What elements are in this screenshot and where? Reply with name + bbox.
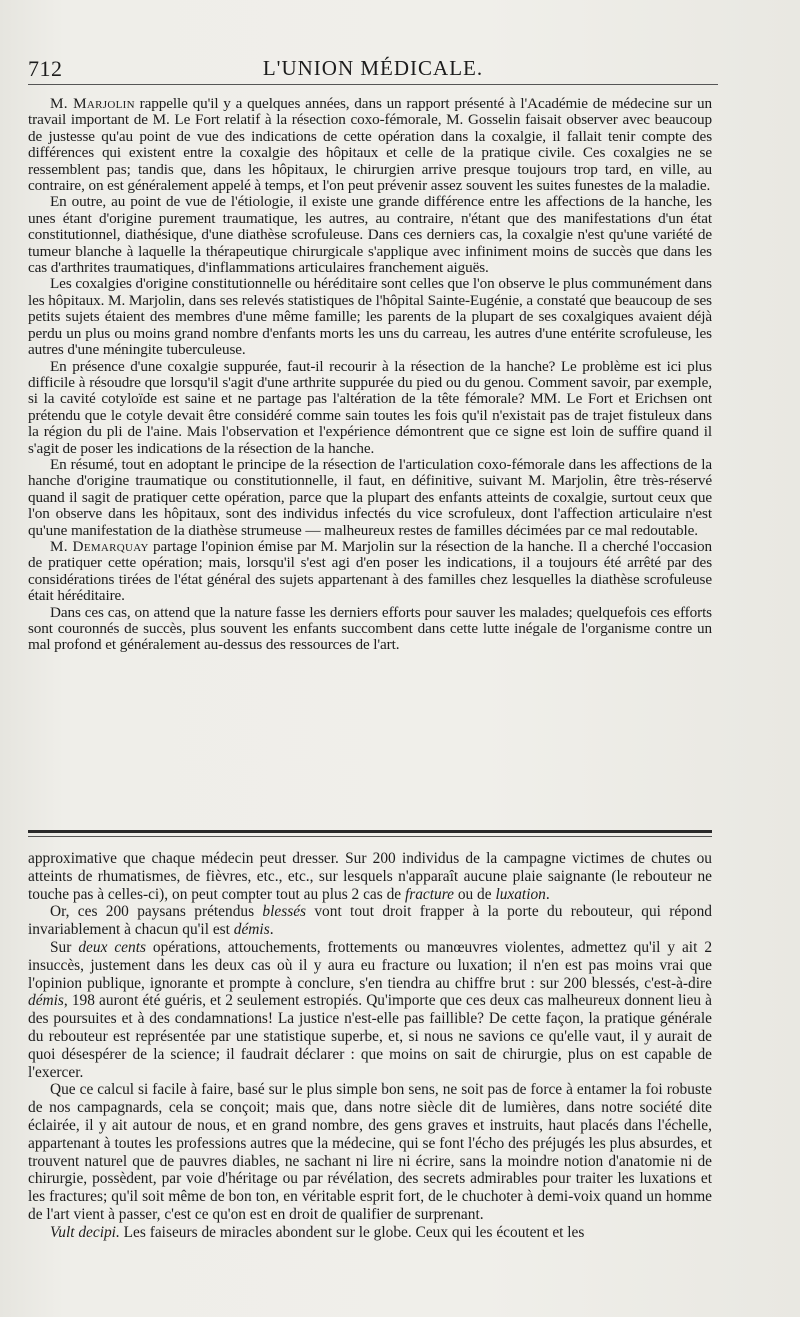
text-run: ou de [453,885,496,903]
section-separator [28,830,712,833]
paragraph: En présence d'une coxalgie suppurée, faut-il recourir à la résection de la hanche? Le problème est ici plus difficile à résoudre que lorsqu'il s'agit d'une arthrite suppurée du pied ou du genou. Comment savoir, par exemple, si la cavité cotyloïde est saine et ne partage pas l'altération de la tête fémorale? MM. Le Fort et Erichsen ont prétendu que le cotyle devait être considéré comme sain toutes les fois qu'il n'existait pas de trajet fistuleux dans la région du pli de l'aine. Mais l'observation et l'expérience démontrent que ce signe est loin de suffire quand il s'agit de poser les indications de la résection de la hanche. [28,357,712,457]
italic-term: démis [28,992,64,1010]
page-header [28,56,718,84]
paragraph: En résumé, tout en adoptant le principe de la résection de l'articulation coxo-fémorale dans les affections de la hanche d'origine traumatique ou constitutionnelle, il faut, en définitive, suivant M. Marjolin, être très-réservé quand il sagit de pratiquer cette opération, parce que la plupart des enfants atteints de coxalgie, surtout ceux que l'on observe dans les hôpitaux, sont des individus infectés du vice scrofuleux, dont l'affection articulaire n'est qu'une manifestation de la diathèse strumeuse — malheureux restes de familles décimées par ce mal redoutable. [28,455,712,539]
text-run: approximative que chaque médecin peut dresser. Sur 200 individus de la campagne victimes de chutes ou atteints de rhumatismes, de fièvres, etc., etc., sur lesquels n'apparaît aucune plaie saignante (le rebouteur ne touche pas à celles-ci), on peut compter tout au plus 2 cas de [28,850,712,903]
paragraph: Dans ces cas, on attend que la nature fasse les derniers efforts pour sauver les malades; quelquefois ces efforts sont couronnés de succès, plus souvent les enfants succombent dans cette lutte inégale de l'organisme contre un mal profond et généralement au-dessus des ressources de l'art. [28,603,712,654]
italic-term: fracture [404,885,454,903]
text-run: opérations, attouchements, frottements ou manœuvres violentes, admettez qu'il y ait 2 insuccès, justement dans les deux cas où il y aura eu fracture ou luxation; il n'en est pas moins vrai que l'opinion publique, ignorante et prompte à conclure, s'en tiendra au chiffre brut : sur 200 blessés, c'est-à-dire [28,938,713,992]
running-title: L'UNION MÉDICALE. [262,56,484,80]
italic-term: luxation [495,885,546,903]
text-run: vont tout droit frapper à la porte du rebouteur, qui répond invariablement à chacun qu'il est [28,903,712,939]
paragraph: Que ce calcul si facile à faire, basé sur le plus simple bon sens, ne soit pas de force à entamer la foi robuste de nos campagnards, cela se conçoit; mais que, dans notre siècle dit de lumières, dans notre société dite éclairée, il y ait autour de nous, et en grand nombre, des gens graves et instruits, haut placés dans l'échelle, appartenant à toutes les professions autres que la médecine, qui se font l'écho des préjugés les plus absurdes, et trouvent naturel que de pauvres diables, ne sachant ni lire ni écrire, sans la moindre notion d'anatomie ni de chirurgie, possèdent, par voie d'héritage ou par révélation, des secrets admirables pour traiter les luxations et les fractures; qu'il soit même de bon ton, en véritable esprit fort, de le chuchoter à demi-voix quand un homme de l'art vient à passer, c'est ce qu'on est en droit de qualifier de surprenant. [28,1081,712,1223]
paragraph [28,850,712,903]
paragraph: Les coxalgies d'origine constitutionnelle ou héréditaire sont celles que l'on observe le plus communément dans les hôpitaux. M. Marjolin, dans ses relevés statistiques de l'hôpital Sainte-Eugénie, a constaté que beaucoup de ses petits sujets étaient des membres d'une même famille; les parents de la plupart de ses coxalgiques avaient déjà perdu un plus ou moins grand nombre d'enfants morts les uns du carreau, les autres d'une entérite scrofuleuse, les autres d'une méningite tuberculeuse. [28,275,712,359]
text-run: . [545,885,550,903]
text-run: Les faiseurs de miracles abondent sur le globe. Ceux qui les écoutent et les [119,1223,585,1241]
lower-section [28,850,712,1242]
text-run: Or, ces 200 paysans prétendus [50,903,263,921]
text-run: Sur [50,938,79,956]
header-rule [28,84,718,85]
speaker-name: M. Demarquay [50,537,149,555]
page-number: 712 [28,56,63,81]
text-run: . [269,921,274,939]
paragraph [28,1224,712,1242]
paragraph [28,939,712,1081]
section-separator-thin [28,836,712,837]
text-run: , 198 auront été guéris, et 2 seulement estropiés. Qu'importe que ces deux cas malheureux donnent lieu à des poursuites et à des condamnations! La justice n'est-elle pas faillible? De cette façon, la pratique générale du rebouteur est représentée par une statistique superbe, et, si nous ne savions ce qu'elle vaut, il y aurait de quoi désespérer de la science; il faudrait déclarer : que moins on sait de chirurgie, plus on est capable de l'exercer. [28,992,712,1081]
paragraph-text: partage l'opinion émise par M. Marjolin sur la résection de la hanche. Il a cherché l'occasion de pratiquer cette opération; mais, lorsqu'il s'est agi d'en poser les indications, il a toujours été arrêté par des considérations tirées de l'état général des sujets appartenant à des familles chez lesquelles la diathèse scrofuleuse était héréditaire. [28,537,713,605]
paragraph [28,539,712,605]
italic-term: deux cents [78,938,146,956]
italic-term: Vult decipi. [50,1223,120,1241]
paragraph: En outre, au point de vue de l'étiologie, il existe une grande différence entre les affections de la hanche, les unes étant d'origine purement traumatique, les autres, au contraire, n'étant que des manifestations d'un état constitutionnel, diathésique, d'une diathèse scrofuleuse. Dans ces derniers cas, la coxalgie n'est qu'une variété de tumeur blanche à laquelle la thérapeutique chirurgicale s'applique avec infiniment moins de succès que dans les cas d'arthrites traumatiques, d'inflammations articulaires franchement aiguës. [28,193,712,277]
upper-section [28,96,712,654]
paragraph [28,96,712,194]
italic-term: blessés [262,903,307,921]
italic-term: démis [233,921,270,939]
paragraph [28,903,712,939]
paragraph-text: rappelle qu'il y a quelques années, dans un rapport présenté à l'Académie de médecine sur un travail important de M. Le Fort relatif à la résection coxo-fémorale, M. Gosselin faisait observer avec beaucoup de justesse qu'au point de vue des indications de cette opération dans la coxalgie, il fallait tenir compte des différences qui existent entre la coxalgie des hôpitaux et celle de la pratique civile. Ces coxalgies ne se ressemblent pas; tandis que, dans les hôpitaux, le chirurgien arrive presque toujours trop tard, en ville, au contraire, on est généralement appelé à temps, et l'on peut prévenir assez souvent les suites funestes de la maladie. [28,95,712,195]
speaker-name: M. Marjolin [50,95,135,112]
